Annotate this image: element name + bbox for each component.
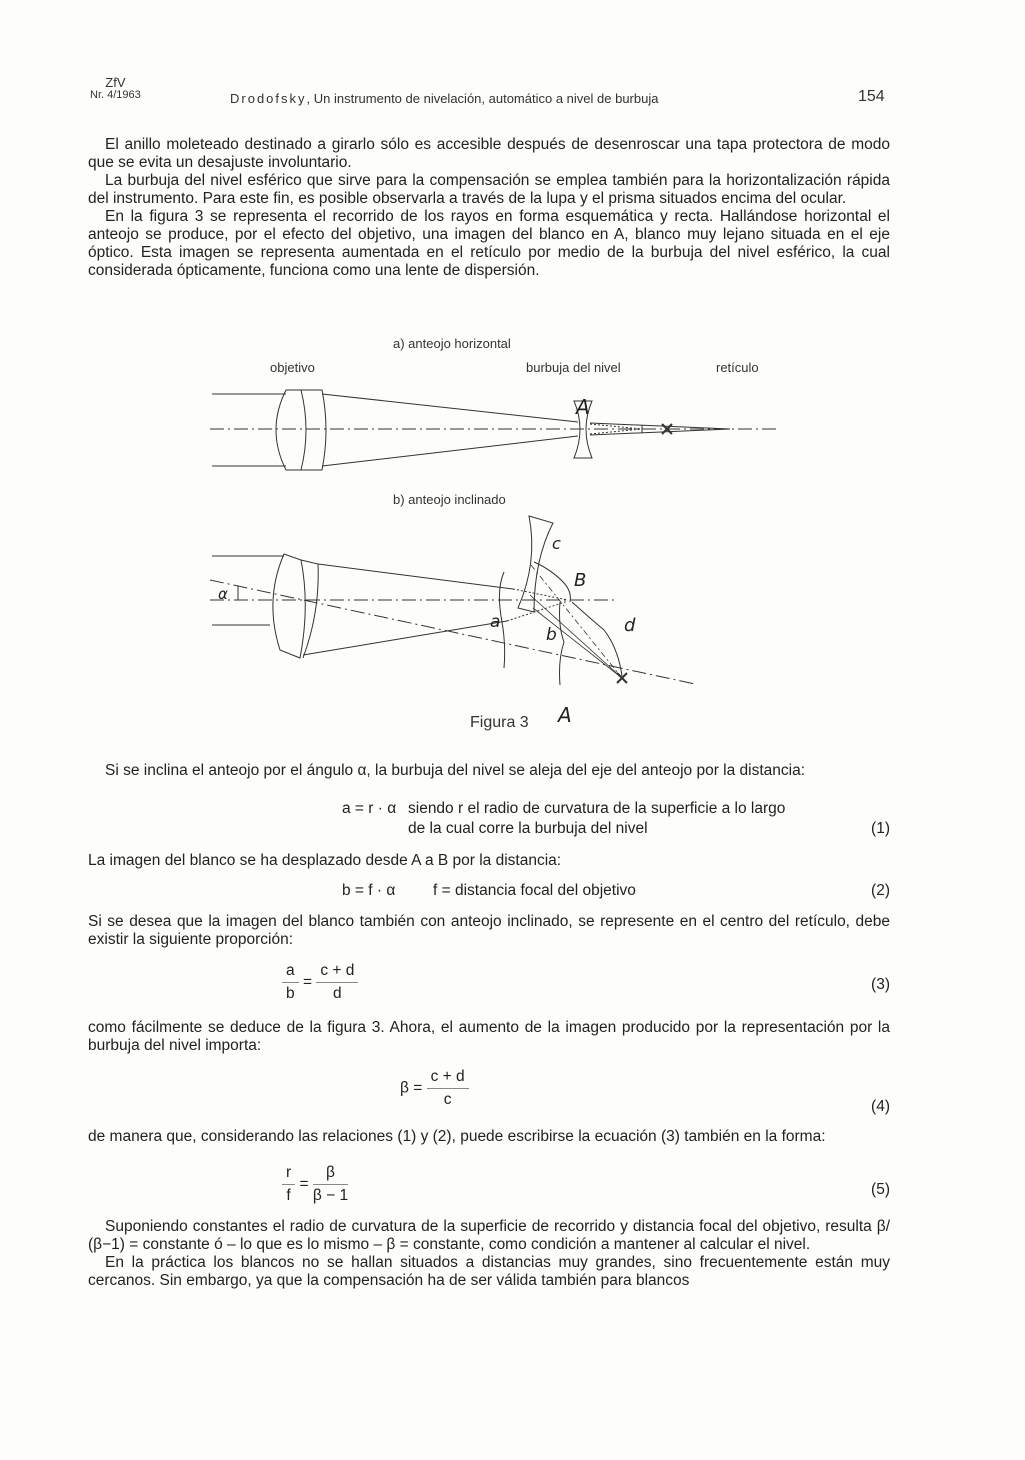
bubble-lens-b — [518, 516, 553, 612]
equation-5: $\frac{r}{f}$ = $\frac{\beta}{\beta - 1}$ — [282, 1164, 348, 1205]
intro-text — [88, 136, 890, 280]
label-objetivo: objetivo — [270, 360, 315, 375]
body-paragraph-5 — [88, 1128, 890, 1146]
objective-lens-front — [276, 390, 306, 470]
fraction: $\frac{c + d}{d}$ — [316, 962, 358, 1003]
paragraph: de manera que, considerando las relaciones (1) y (2), puede escribirse la ecuación (3) también en la forma: — [88, 1128, 826, 1145]
equation-2-number: (2) — [871, 882, 890, 899]
point-label-A-bottom: A — [558, 703, 572, 727]
equation-1-desc-2: de la cual corre la burbuja del nivel — [408, 820, 648, 837]
running-title — [230, 91, 658, 106]
equation-3-number: (3) — [871, 976, 890, 993]
body-paragraph-6-7 — [88, 1218, 890, 1290]
objective-lens-front-b — [273, 554, 305, 658]
equation-2-desc: f = distancia focal del objetivo — [433, 882, 636, 899]
fraction: $\frac{\beta}{\beta - 1}$ — [312, 1164, 349, 1204]
converging-ray-top-b — [318, 564, 513, 589]
converging-ray-bottom — [322, 436, 578, 466]
converging-ray-bottom-b — [303, 621, 507, 655]
equation-4-number: (4) — [871, 1098, 890, 1115]
paragraph: El anillo moleteado destinado a girarlo sólo es accesible después de desenroscar una tapa protectora de modo que se evita un desajuste involuntario. — [88, 136, 890, 171]
point-label-a: a — [490, 612, 501, 632]
paragraph: En la figura 3 se representa el recorrido de los rayos en forma esquemática y recta. Hallándose horizontal el anteojo se produce, por el efecto del objetivo, una imagen del blanco en A, blanco muy lejano situada en el eje óptico. Esta imagen se representa aumentada en el retículo por medio de la burbuja del nivel esférico, la cual considerada ópticamente, funciona como una lente de dispersión. — [88, 208, 890, 279]
journal-reference — [90, 77, 141, 101]
converging-ray-top — [322, 394, 578, 422]
equation-1-number: (1) — [871, 820, 890, 837]
optical-diagram — [200, 330, 800, 750]
page-number: 154 — [858, 88, 885, 105]
brace-d — [572, 602, 622, 676]
paragraph: Si se desea que la imagen del blanco también con anteojo inclinado, se represente en el centro del retículo, debe existir la siguiente proporción: — [88, 913, 890, 948]
body-paragraph-1 — [88, 762, 890, 780]
author-name: Drodofsky — [230, 91, 307, 106]
journal-name: ZfV — [105, 75, 126, 90]
fraction: $\frac{a}{b}$ — [282, 962, 299, 1003]
figure-3 — [200, 330, 800, 750]
equation-4: β = $\frac{c + d}{c}$ — [400, 1068, 469, 1109]
paragraph: Si se inclina el anteojo por el ángulo α, la burbuja del nivel se aleja del eje del anteojo por la distancia: — [105, 762, 806, 779]
body-paragraph-3 — [88, 913, 890, 949]
label-burbuja-del-nivel: burbuja del nivel — [526, 360, 621, 375]
panel-b-title: b) anteojo inclinado — [393, 492, 506, 507]
paragraph: como fácilmente se deduce de la figura 3. Ahora, el aumento de la imagen producido por la representación por la burbuja del nivel importa: — [88, 1019, 890, 1054]
point-label-c: c — [552, 534, 561, 553]
equation-1-desc-1: siendo r el radio de curvatura de la superficie a lo largo — [408, 800, 786, 817]
equation-2-lhs: b = f · α — [342, 882, 396, 899]
article-title: , Un instrumento de nivelación, automático a nivel de burbuja — [306, 91, 659, 106]
panel-a-title: a) anteojo horizontal — [393, 336, 511, 351]
fraction: $\frac{c + d}{c}$ — [427, 1068, 469, 1109]
fraction: $\frac{r}{f}$ — [282, 1164, 295, 1205]
paragraph: En la práctica los blancos no se hallan situados a distancias muy grandes, sino frecuentemente están muy cercanos. Sin embargo, ya que la compensación ha de ser válida también para blancos — [88, 1254, 890, 1289]
paragraph: Suponiendo constantes el radio de curvatura de la superficie de recorrido y distancia focal del objetivo, resulta β/ (β−1) = constante ó – lo que es lo mismo – β = constante, como condición a mantener al calcular el nivel. — [88, 1218, 890, 1253]
label-reticulo: retículo — [716, 360, 759, 375]
brace-c — [534, 562, 570, 602]
brace-b — [560, 602, 565, 685]
paragraph: La burbuja del nivel esférico que sirve para la compensación se emplea también para la horizontalización rápida del instrumento. Para este fin, es posible observarla a través de la lupa y el prisma situados encima del ocular. — [88, 172, 890, 207]
objective-lens-back — [301, 390, 326, 470]
point-label-d: d — [624, 615, 636, 636]
angle-label-alpha: α — [218, 585, 228, 603]
equation-1-lhs: a = r · α — [342, 800, 397, 817]
body-paragraph-4 — [88, 1019, 890, 1055]
equation-3: $\frac{a}{b}$ = $\frac{c + d}{d}$ — [282, 962, 358, 1003]
equation-5-number: (5) — [871, 1181, 890, 1198]
point-label-B: B — [574, 570, 587, 591]
point-label-b: b — [546, 625, 557, 645]
journal-issue: Nr. 4/1963 — [90, 89, 141, 101]
inclined-axis-b — [210, 580, 695, 684]
figure-caption: Figura 3 — [470, 714, 529, 731]
body-paragraph-2 — [88, 852, 890, 870]
paragraph: La imagen del blanco se ha desplazado desde A a B por la distancia: — [88, 852, 562, 869]
point-label-A-top: A — [576, 395, 590, 419]
